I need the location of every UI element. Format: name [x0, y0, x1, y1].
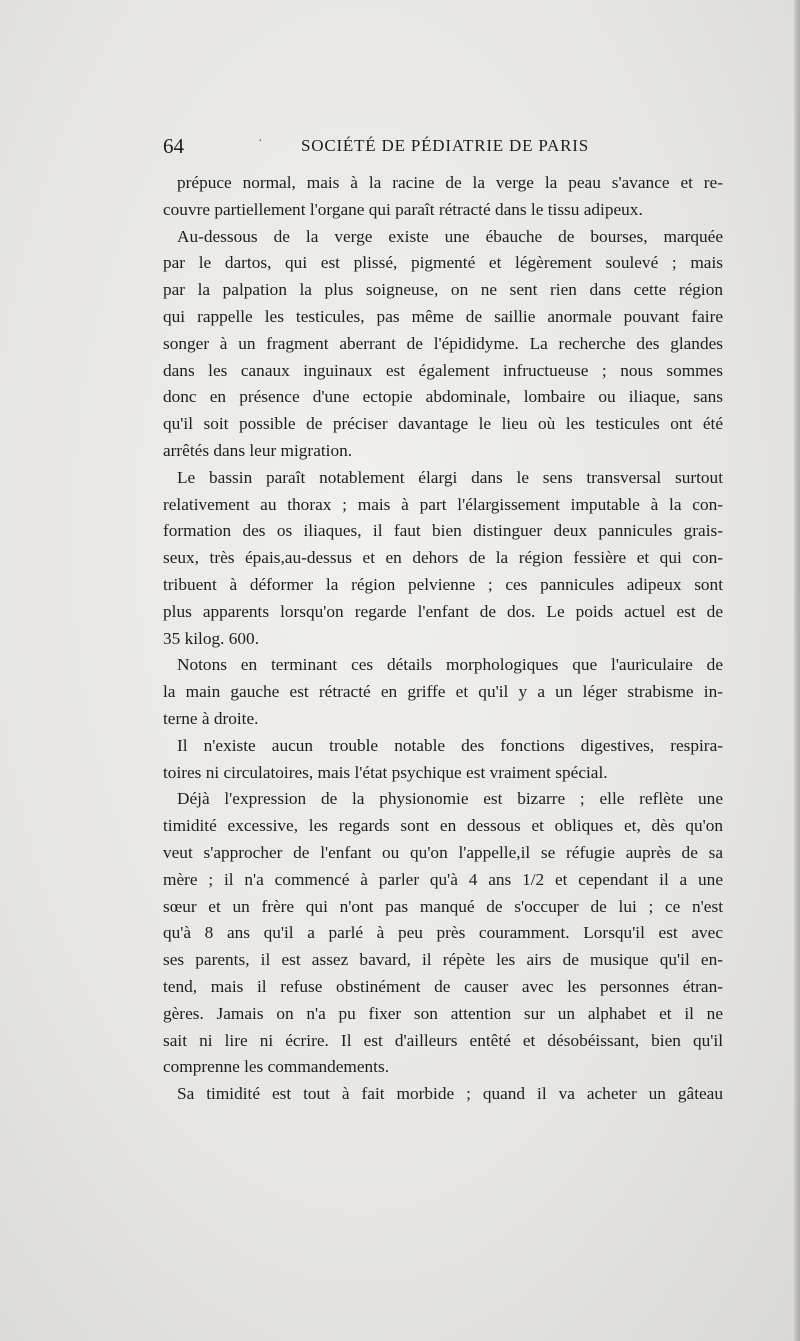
paragraph: [163, 1081, 723, 1108]
text-line: par la palpation la plus soigneuse, on ne sent rien dans cette région: [163, 280, 723, 300]
text-line: tend, mais il refuse obstinément de causer avec les personnes étran-: [163, 976, 723, 996]
text-line: seux, très épais,au-dessus et en dehors de la région fessière et qui con-: [163, 548, 723, 568]
paragraph: [163, 224, 723, 465]
paragraph: [163, 170, 723, 224]
text-line: Sa timidité est tout à fait morbide ; quand il va acheter un gâteau: [177, 1084, 723, 1104]
text-line: comprenne les commandements.: [163, 1057, 390, 1077]
text-line: Le bassin paraît notablement élargi dans le sens transversal surtout: [177, 467, 723, 487]
text-line: timidité excessive, les regards sont en dessous et obliques et, dès qu'on: [163, 816, 723, 836]
text-line: songer à un fragment aberrant de l'épididyme. La recherche des glandes: [163, 333, 723, 353]
page-header: [163, 130, 723, 162]
paragraph: [163, 786, 723, 1081]
text-line: toires ni circulatoires, mais l'état psychique est vraiment spécial.: [163, 762, 608, 782]
text-line: formation des os iliaques, il faut bien distinguer deux pannicules grais-: [163, 521, 723, 541]
paragraph: [163, 733, 723, 787]
text-line: gères. Jamais on n'a pu fixer son attention sur un alphabet et il ne: [163, 1003, 723, 1023]
text-line: la main gauche est rétracté en griffe et qu'il y a un léger strabisme in-: [163, 682, 723, 702]
text-line: tribuent à déformer la région pelvienne ; ces pannicules adipeux sont: [163, 574, 723, 594]
text-line: qui rappelle les testicules, pas même de saillie anormale pouvant faire: [163, 306, 723, 326]
text-line: mère ; il n'a commencé à parler qu'à 4 ans 1/2 et cependant il a une: [163, 869, 723, 889]
body-text: [163, 170, 723, 1108]
text-line: veut s'approcher de l'enfant ou qu'on l'appelle,il se réfugie auprès de sa: [163, 842, 723, 862]
text-line: terne à droite.: [163, 708, 259, 728]
text-line: Au-dessous de la verge existe une ébauche de bourses, marquée: [177, 226, 723, 246]
text-line: prépuce normal, mais à la racine de la verge la peau s'avance et re-: [177, 173, 723, 192]
page-edge-shadow: [794, 0, 800, 1341]
text-line: 35 kilog. 600.: [163, 628, 260, 648]
text-line: arrêtés dans leur migration.: [163, 440, 353, 460]
page-number: 64: [163, 134, 184, 158]
text-line: plus apparents lorsqu'on regarde l'enfant de dos. Le poids actuel est de: [163, 601, 723, 621]
text-line: donc en présence d'une ectopie abdominale, lombaire ou iliaque, sans: [163, 387, 723, 407]
text-line: dans les canaux inguinaux est également infructueuse ; nous sommes: [163, 360, 723, 380]
text-line: qu'il soit possible de préciser davantage le lieu où les testicules ont été: [163, 414, 723, 434]
text-line: relativement au thorax ; mais à part l'élargissement imputable à la con-: [163, 494, 723, 514]
text-line: sait ni lire ni écrire. Il est d'ailleurs entêté et désobéissant, bien qu'il: [163, 1030, 723, 1050]
running-title: SOCIÉTÉ DE PÉDIATRIE DE PARIS: [301, 136, 589, 155]
text-line: Il n'existe aucun trouble notable des fonctions digestives, respira-: [177, 735, 723, 755]
text-line: sœur et un frère qui n'ont pas manqué de s'occuper de lui ; ce n'est: [163, 896, 723, 916]
paragraph: [163, 465, 723, 653]
text-line: par le dartos, qui est plissé, pigmenté et légèrement soulevé ; mais: [163, 253, 723, 273]
text-line: Déjà l'expression de la physionomie est bizarre ; elle reflète une: [177, 789, 723, 809]
text-line: couvre partiellement l'organe qui paraît rétracté dans le tissu adipeux.: [163, 199, 643, 219]
text-line: Notons en terminant ces détails morphologiques que l'auriculaire de: [177, 655, 723, 675]
text-line: qu'à 8 ans qu'il a parlé à peu près couramment. Lorsqu'il est avec: [163, 923, 723, 943]
text-line: ses parents, il est assez bavard, il répète les airs de musique qu'il en-: [163, 950, 723, 970]
header-dot: ·: [258, 134, 263, 149]
paragraph: [163, 652, 723, 732]
